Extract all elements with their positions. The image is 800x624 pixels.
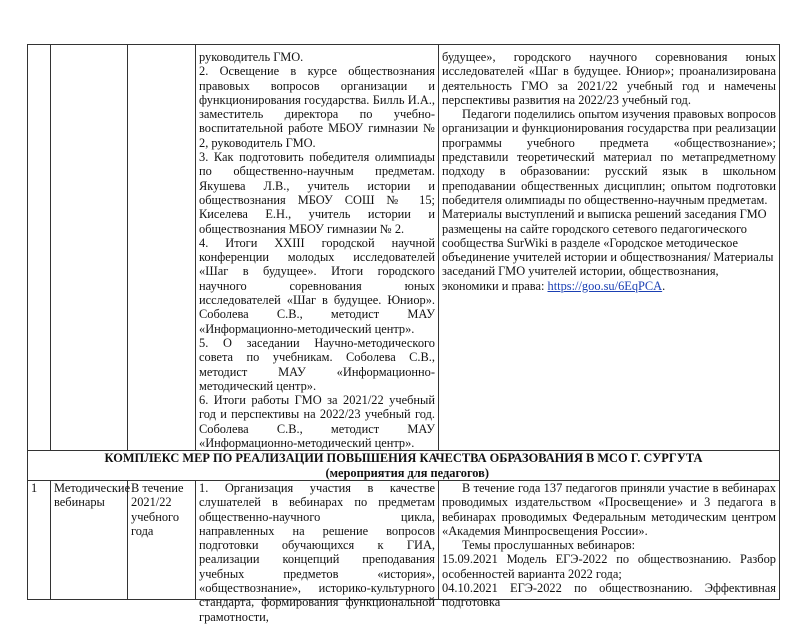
content-text: 1. Организация участия в качестве слушателей в вебинарах по предметам общественно-научного цикла, направленных на решение вопросов подготовки обучающихся к ГИА, реализации концепций преподавания учебных предметов «история», «обществознание», историко-культурного стандарта, формирования функциональной грамотности, [199,480,435,624]
results-paragraph: 15.09.2021 Модель ЕГЭ-2022 по обществознанию. Разбор особенностей варианта 2022 года; [442,552,776,581]
materials-link[interactable]: https://goo.su/6EqPCA [547,278,663,293]
materials-paragraph [442,207,776,293]
results-paragraph: В течение года 137 педагогов приняли участие в вебинарах проводимых издательством «Просвещение» и 3 педагога в вебинарах проводимых Федеральным методическим центром «Академия Минпросвещения России». [442,480,776,538]
cell-activity [51,45,128,451]
cell-number [28,45,51,451]
cell-results [439,45,780,451]
table-row [28,480,780,599]
cell-content [196,480,439,624]
agenda-item: 5. О заседании Научно-методического совета по учебникам. Соболева С.В., методист МАУ «Информационно-методический центр». [199,335,435,393]
cell-period: В течение 2021/22 учебного года [128,480,196,599]
cell-results [439,480,780,610]
cell-period [128,45,196,451]
results-paragraph: 04.10.2021 ЕГЭ-2022 по обществознанию. Эффективная подготовка [442,580,776,610]
materials-text: Материалы выступлений и выписка решений заседания ГМО размещены на сайте городского сетевого педагогического сообщества SurWiki в разделе «Городское методическое объединение учителей истории и обществознания/ Материалы заседаний ГМО учителей истории, обществознания, экономики и права: [442,207,774,293]
results-paragraph: будущее», городского научного соревнования юных исследователей «Шаг в будущее. Юниор»; проанализирована деятельность ГМО за 2021/22 учебный год и намечены перспективы развития на 2022/23 учебный год. [442,50,776,107]
cell-agenda [196,45,439,451]
section-subtitle: (мероприятия для педагогов) [325,465,489,480]
section-header [28,451,780,481]
agenda-item: 4. Итоги XXIII городской научной конференции молодых исследователей «Шаг в будущее». Итоги городского научного соревнования юных исследователей «Шаг в будущее. Юниор». Соболева С.В., методист МАУ «Информационно-методический центр». [199,235,435,336]
section-title: КОМПЛЕКС МЕР ПО РЕАЛИЗАЦИИ ПОВЫШЕНИЯ КАЧЕСТВА ОБРАЗОВАНИЯ В МСО Г. СУРГУТА [104,451,703,466]
results-paragraph: Темы прослушанных вебинаров: [462,538,636,553]
agenda-item: руководитель ГМО. [199,50,304,64]
results-paragraph: Педагоги поделились опытом изучения правовых вопросов организации и функционирования государства при реализации программы учебного предмета «обществознание»; представили теоретический материал по метапредметному подходу в образовании: русский язык в школьном преподавании общественных дисциплин; опытом подготовки победителя олимпиады по общественно-научным предметам. [442,107,776,207]
period-mark: . [662,278,666,293]
section-header-row [28,451,780,481]
agenda-item: 2. Освещение в курсе обществознания правовых вопросов организации и функционирования государства. Билль И.А., заместитель директора по учебно-воспитательной работе МБОУ гимназии № 2, руководитель ГМО. [199,64,435,150]
agenda-item: 6. Итоги работы ГМО за 2021/22 учебный год и перспективы на 2022/23 учебный год. Соболева С.В., методист МАУ «Информационно-методический центр». [199,393,435,451]
agenda-item: 3. Как подготовить победителя олимпиады по общественно-научным предметам. Якушева Л.В., учитель истории и обществознания МБОУ СОШ № 15; Киселева Е.Н., учитель истории и обществознания МБОУ гимназии № 2. [199,150,435,236]
plan-table [27,44,780,624]
cell-activity: Методические вебинары [51,480,128,599]
table-row [28,45,780,451]
cell-number: 1 [28,480,51,599]
